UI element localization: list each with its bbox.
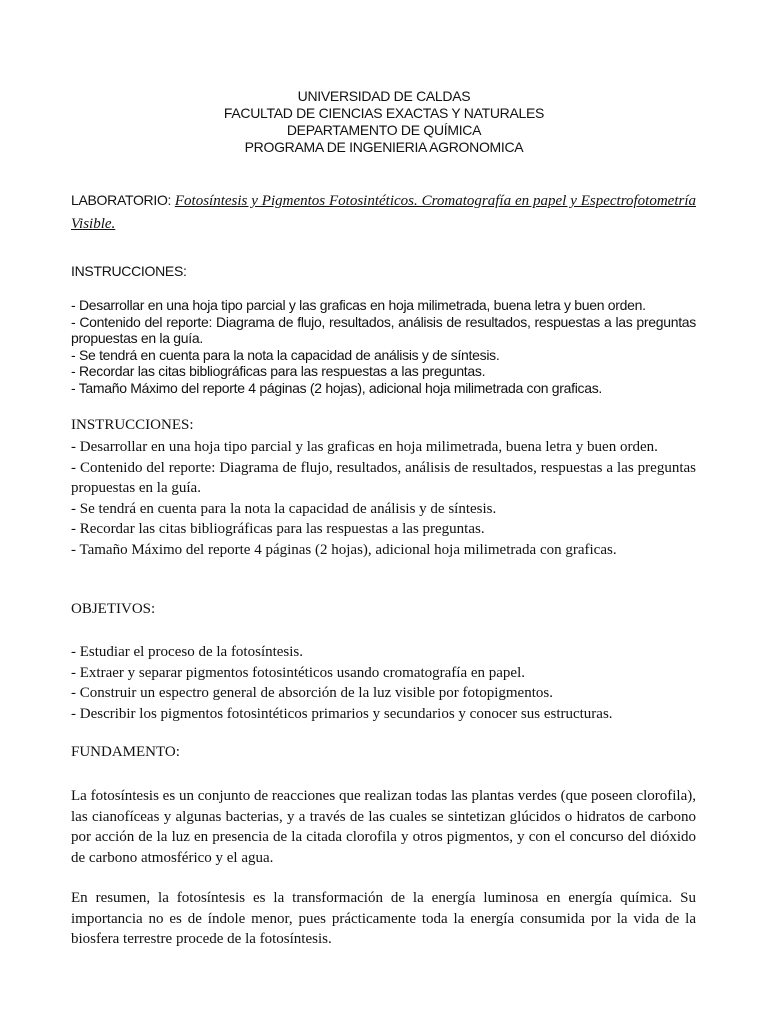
fundamento-paragraph-2: En resumen, la fotosíntesis es la transformación de la energía luminosa en energía química. Su importancia no es de índole menor, pues prácticamente toda la energía consumida por la vida de la biosfera terrestre procede de la fotosíntesis. <box>71 890 696 947</box>
list-item: - Recordar las citas bibliográficas para las respuestas a las preguntas. <box>71 521 485 537</box>
lab-label: LABORATORIO: <box>71 192 175 208</box>
list-item: - Contenido del reporte: Diagrama de flujo, resultados, análisis de resultados, respuestas a las preguntas propuestas en la guía. <box>71 459 696 496</box>
list-item: - Describir los pigmentos fotosintéticos primarios y secundarios y conocer sus estructuras. <box>71 705 613 722</box>
list-item: - Se tendrá en cuenta para la nota la capacidad de análisis y de síntesis. <box>71 346 500 363</box>
list-item: - Desarrollar en una hoja tipo parcial y las graficas en hoja milimetrada, buena letra y buen orden. <box>71 439 658 455</box>
lab-topic: Fotosíntesis y Pigmentos Fotosintéticos. Cromatografía en papel y Espectrofotometría Visible. <box>71 193 697 232</box>
instructions-heading-sans: INSTRUCCIONES: <box>71 263 187 279</box>
fundamento-paragraph-1: La fotosíntesis es un conjunto de reacciones que realizan todas las plantas verdes (que poseen clorofila), las cianofíceas y algunas bacterias, y a través de las cuales se sintetizan glúcidos o hidratos de carbono por acción de la luz en presencia de la citada clorofila y otros pigmentos, y con el concurso del dióxido de carbono atmosférico y el agua. <box>71 788 696 866</box>
instructions-heading-serif: INSTRUCCIONES: <box>71 417 194 433</box>
lab-title <box>71 189 696 235</box>
list-item: - Extraer y separar pigmentos fotosintéticos usando cromatografía en papel. <box>71 664 526 681</box>
program-name: PROGRAMA DE INGENIERIA AGRONOMICA <box>244 139 524 155</box>
list-item: - Recordar las citas bibliográficas para las respuestas a las preguntas. <box>71 363 486 379</box>
fundamento-heading: FUNDAMENTO: <box>71 744 180 760</box>
instructions-list-sans <box>71 297 696 396</box>
list-item: - Desarrollar en una hoja tipo parcial y las graficas en hoja milimetrada, buena letra y buen orden. <box>71 297 646 313</box>
instructions-list-serif <box>71 437 696 560</box>
faculty-name: FACULTAD DE CIENCIAS EXACTAS Y NATURALES <box>223 105 545 121</box>
list-item: - Estudiar el proceso de la fotosíntesis. <box>71 644 304 660</box>
list-item: - Se tendrá en cuenta para la nota la capacidad de análisis y de síntesis. <box>71 500 497 517</box>
objectives-heading: OBJETIVOS: <box>71 601 156 617</box>
university-name: UNIVERSIDAD DE CALDAS <box>297 88 471 104</box>
list-item: - Construir un espectro general de absorción de la luz visible por fotopigmentos. <box>71 685 553 701</box>
objectives-list <box>71 642 696 724</box>
list-item: - Contenido del reporte: Diagrama de flujo, resultados, análisis de resultados, respuestas a las preguntas propuestas en la guía. <box>71 313 696 346</box>
department-name: DEPARTAMENTO DE QUÍMICA <box>286 122 482 138</box>
institution-header <box>0 88 768 156</box>
list-item: - Tamaño Máximo del reporte 4 páginas (2 hojas), adicional hoja milimetrada con graficas. <box>71 541 617 558</box>
list-item: - Tamaño Máximo del reporte 4 páginas (2 hojas), adicional hoja milimetrada con graficas. <box>71 379 602 396</box>
